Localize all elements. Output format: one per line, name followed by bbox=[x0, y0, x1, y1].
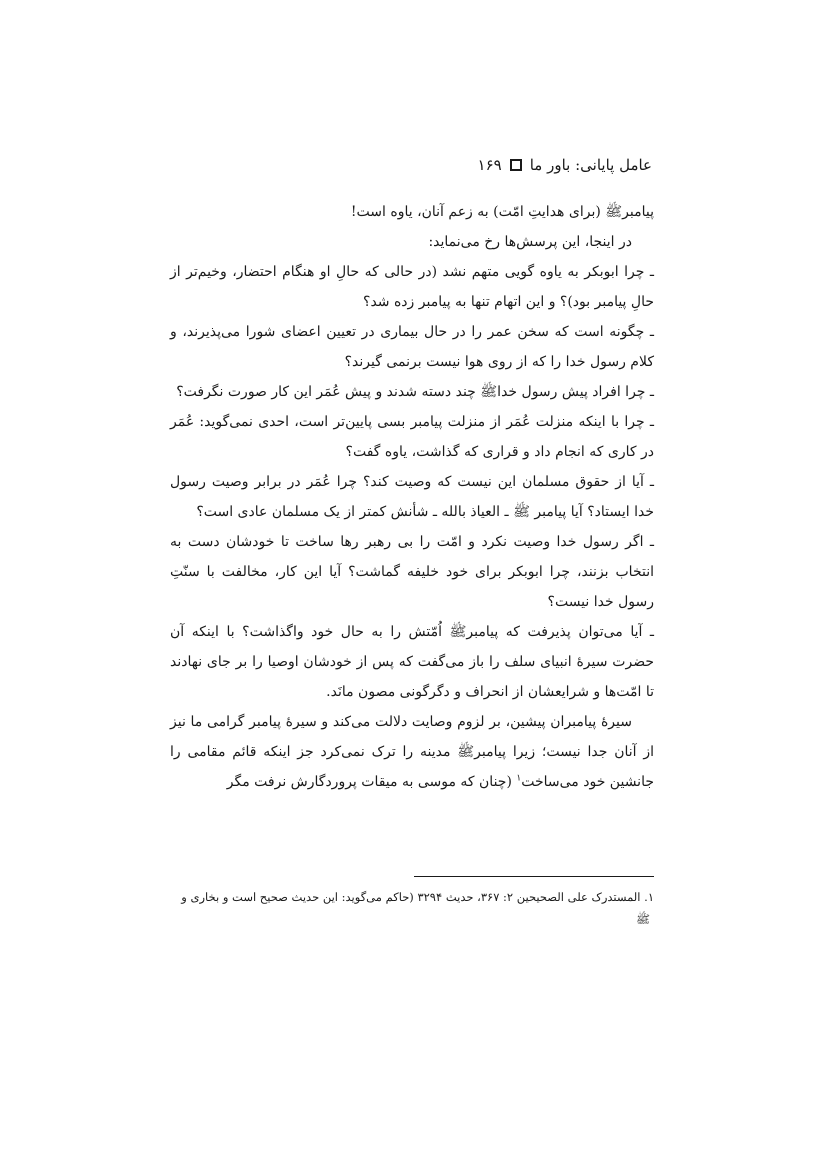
paragraph: ـ آیا می‌توان پذیرفت که پیامبرﷺ اُمّتش را به حال خود واگذاشت؟ با اینکه آن حضرت سیرهٔ انبیای سلف را باز می‌گفت که پس از خودشان اوصیا را بر جای نهادند تا امّت‌ها و شرایعشان از انحراف و دگرگونی مصون مانَد. bbox=[170, 624, 654, 700]
paragraph: ـ چرا افراد پیش رسول خداﷺ چند دسته شدند و پیش عُمَر این کار صورت نگرفت؟ bbox=[176, 384, 654, 400]
paragraph-text: سیرهٔ پیامبران پیشین، بر لزوم وصایت دلالت می‌کند و سیرهٔ پیامبر گرامی ما نیز از آنان جدا نیست؛ زیرا پیامبرﷺ مدینه را ترک نمی‌کرد جز اینکه قائم مقامی را جانشین خود می‌ساخت bbox=[170, 714, 654, 790]
running-header bbox=[478, 156, 652, 174]
square-bullet-icon bbox=[510, 159, 522, 171]
footnote bbox=[170, 886, 654, 930]
paragraph: ـ اگر رسول خدا وصیت نکرد و امّت را بی رهبر رها ساخت تا خودشان دست به انتخاب بزنند، چرا ابوبکر برای خود خلیفه گماشت؟ آیا این کار، مخالفت با سنّتِ رسول خدا نیست؟ bbox=[170, 534, 654, 610]
paragraph: ـ چرا ابوبکر به یاوه گویی متهم نشد (در حالی که حالِ او هنگام احتضار، وخیم‌تر از حالِ پیامبر بود)؟ و این اتهام تنها به پیامبر زده شد؟ bbox=[170, 264, 654, 310]
paragraph bbox=[170, 707, 654, 797]
paragraph: ـ آیا از حقوق مسلمان این نیست که وصیت کند؟ چرا عُمَر در برابر وصیت رسول خدا ایستاد؟ آیا پیامبر ﷺ ـ العیاذ بالله ـ شأنش کمتر از یک مسلمان عادی است؟ bbox=[170, 474, 654, 520]
paragraph: ـ چگونه است که سخن عمر را در حال بیماری در تعیین اعضای شورا می‌پذیرند، و کلام رسول خدا را که از روی هوا نیست برنمی گیرند؟ bbox=[170, 324, 654, 370]
footnote-sign: ﷺ bbox=[636, 912, 650, 926]
paragraph: ـ چرا با اینکه منزلت عُمَر از منزلت پیامبر بسی پایین‌تر است، احدی نمی‌گوید: عُمَر در کاری که انجام داد و قراری که گذاشت، یاوه گفت؟ bbox=[170, 414, 654, 460]
chapter-title: عامل پایانی: باور ما bbox=[529, 156, 652, 174]
paragraph: در اینجا، این پرسش‌ها رخ می‌نماید: bbox=[428, 234, 632, 250]
main-text bbox=[170, 197, 654, 797]
paragraph-text: (چنان که موسی به میقات پروردگارش نرفت مگر bbox=[226, 774, 517, 790]
footnote-divider bbox=[414, 876, 654, 877]
footnote-text: ۱. المستدرک علی الصحیحین ۲: ۳۶۷، حدیث ۳۲۹۴ (حاکم می‌گوید: این حدیث صحیح است و بخاری و bbox=[181, 890, 654, 904]
paragraph: پیامبرﷺ (برای هدایتِ امّت) به زعم آنان، یاوه است! bbox=[350, 204, 654, 220]
page-number: ۱۶۹ bbox=[477, 156, 502, 174]
footnote-reference: ۱ bbox=[516, 773, 522, 784]
